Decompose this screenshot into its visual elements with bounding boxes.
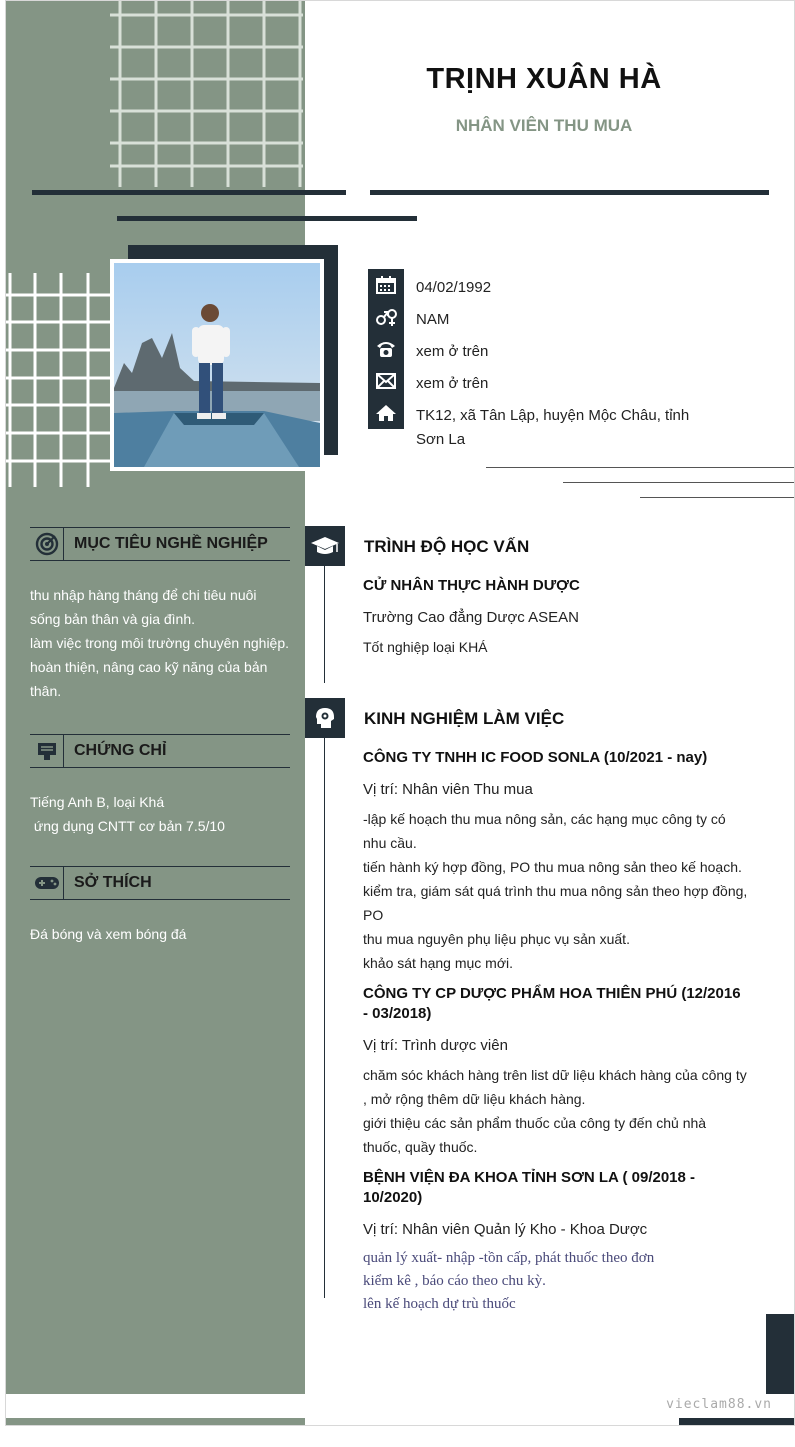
- graduation-cap-icon: [305, 526, 345, 566]
- gender-icon: [368, 301, 404, 333]
- experience-title: KINH NGHIỆM LÀM VIỆC: [364, 709, 565, 728]
- divider-bar-right: [370, 190, 769, 195]
- gender-value: NAM: [416, 311, 450, 328]
- objective-line: thu nhập hàng tháng để chi tiêu nuôi sống bản thân và gia đình.: [30, 587, 257, 627]
- divider-bar-left: [32, 190, 346, 195]
- job-item: [363, 748, 748, 975]
- calendar-icon: [368, 269, 404, 301]
- job-item: [363, 984, 748, 1159]
- candidate-name: TRỊNH XUÂN HÀ: [426, 63, 662, 95]
- gamepad-icon: [30, 866, 64, 900]
- certificates-header: [30, 734, 290, 768]
- objective-section: [30, 527, 290, 703]
- certificates-text: [30, 790, 290, 838]
- watermark: vieclam88.vn: [666, 1397, 772, 1412]
- certificate-line: ứng dụng CNTT cơ bản 7.5/10: [30, 818, 225, 834]
- job-position: Vị trí: Nhân viên Thu mua: [363, 781, 533, 798]
- head-gear-icon: [305, 698, 345, 738]
- personal-info: [368, 269, 698, 452]
- certificates-title: CHỨNG CHỈ: [74, 742, 167, 759]
- cv-page: [5, 0, 795, 1426]
- birthday-value: 04/02/1992: [416, 279, 492, 296]
- education-school: Trường Cao đẳng Dược ASEAN: [363, 609, 579, 626]
- education-degree: CỬ NHÂN THỰC HÀNH DƯỢC: [363, 577, 580, 594]
- job-desc-line: chăm sóc khách hàng trên list dữ liệu khách hàng của công ty , mở rộng thêm dữ liệu khách hàng.: [363, 1067, 747, 1107]
- job-item: [363, 1168, 748, 1316]
- footer-strip-right: [679, 1418, 795, 1426]
- phone-row: [368, 333, 698, 365]
- experience-content: [363, 748, 748, 1316]
- mail-icon: [368, 365, 404, 397]
- certificate-line: Tiếng Anh B, loại Khá: [30, 794, 165, 810]
- email-row: [368, 365, 698, 397]
- education-grade: Tốt nghiệp loại KHÁ: [363, 639, 488, 655]
- job-org: CÔNG TY CP DƯỢC PHẨM HOA THIÊN PHÚ (12/2016 - 03/2018): [363, 985, 741, 1022]
- certificates-section: [30, 734, 290, 838]
- hobbies-section: [30, 866, 290, 946]
- target-icon: [30, 527, 64, 561]
- job-position: Vị trí: Nhân viên Quản lý Kho - Khoa Dược: [363, 1221, 648, 1238]
- deco-line-3: [640, 497, 795, 498]
- education-timeline: [324, 549, 325, 683]
- objective-text: [30, 583, 290, 703]
- deco-line-1: [486, 467, 795, 468]
- job-desc-line: thu mua nguyên phụ liệu phục vụ sản xuất.: [363, 931, 630, 947]
- hobby-line: Đá bóng và xem bóng đá: [30, 926, 187, 942]
- job-title: NHÂN VIÊN THU MUA: [455, 116, 633, 135]
- job-org: CÔNG TY TNHH IC FOOD SONLA (10/2021 - nay): [363, 749, 708, 766]
- profile-photo: [110, 259, 324, 471]
- job-desc-line: kiểm kê , báo cáo theo chu kỳ.: [363, 1273, 546, 1289]
- birthday-row: [368, 269, 698, 301]
- hobbies-text: [30, 922, 290, 946]
- certificate-icon: [30, 734, 64, 768]
- decorative-grid-left: [6, 273, 110, 487]
- phone-icon: [368, 333, 404, 365]
- decorative-grid-top: [110, 1, 303, 187]
- job-desc-line: giới thiệu các sản phẩm thuốc của công ty đến chủ nhà thuốc, quầy thuốc.: [363, 1115, 707, 1155]
- job-position: Vị trí: Trình dược viên: [363, 1037, 508, 1054]
- education-title: TRÌNH ĐỘ HỌC VẤN: [364, 537, 530, 556]
- deco-line-2: [563, 482, 795, 483]
- footer-strip-left: [6, 1418, 305, 1426]
- hobbies-title: SỞ THÍCH: [74, 874, 152, 891]
- job-desc-line: quản lý xuất- nhập -tồn cấp, phát thuốc theo đơn: [363, 1250, 655, 1266]
- address-value: TK12, xã Tân Lập, huyện Mộc Châu, tỉnh Sơn La: [416, 407, 690, 448]
- experience-timeline: [324, 721, 325, 1298]
- objective-line: làm việc trong môi trường chuyên nghiệp. hoàn thiện, nâng cao kỹ năng của bản thân.: [30, 635, 290, 699]
- job-desc-line: -lập kế hoạch thu mua nông sản, các hạng mục công ty có nhu cầu.: [363, 811, 726, 851]
- phone-value: xem ở trên: [416, 343, 489, 360]
- footer-dark-block: [766, 1314, 795, 1394]
- job-desc-line: lên kế hoạch dự trù thuốc: [363, 1296, 516, 1312]
- home-icon: [368, 397, 404, 429]
- job-org: BỆNH VIỆN ĐA KHOA TỈNH SƠN LA ( 09/2018 - 10/2020): [363, 1169, 696, 1206]
- objective-title: MỤC TIÊU NGHỀ NGHIỆP: [74, 535, 268, 552]
- divider-bar-middle: [117, 216, 417, 221]
- job-desc-line: tiến hành ký hợp đồng, PO thu mua nông sản theo kế hoạch.: [363, 859, 742, 875]
- hobbies-header: [30, 866, 290, 900]
- education-content: [363, 576, 748, 659]
- job-desc-line: kiểm tra, giám sát quá trình thu mua nông sản theo hợp đồng, PO: [363, 883, 748, 923]
- sidebar: [6, 1, 305, 1426]
- address-row: [368, 397, 698, 452]
- job-desc-line: khảo sát hạng mục mới.: [363, 955, 514, 971]
- email-value: xem ở trên: [416, 375, 489, 392]
- objective-header: [30, 527, 290, 561]
- gender-row: [368, 301, 698, 333]
